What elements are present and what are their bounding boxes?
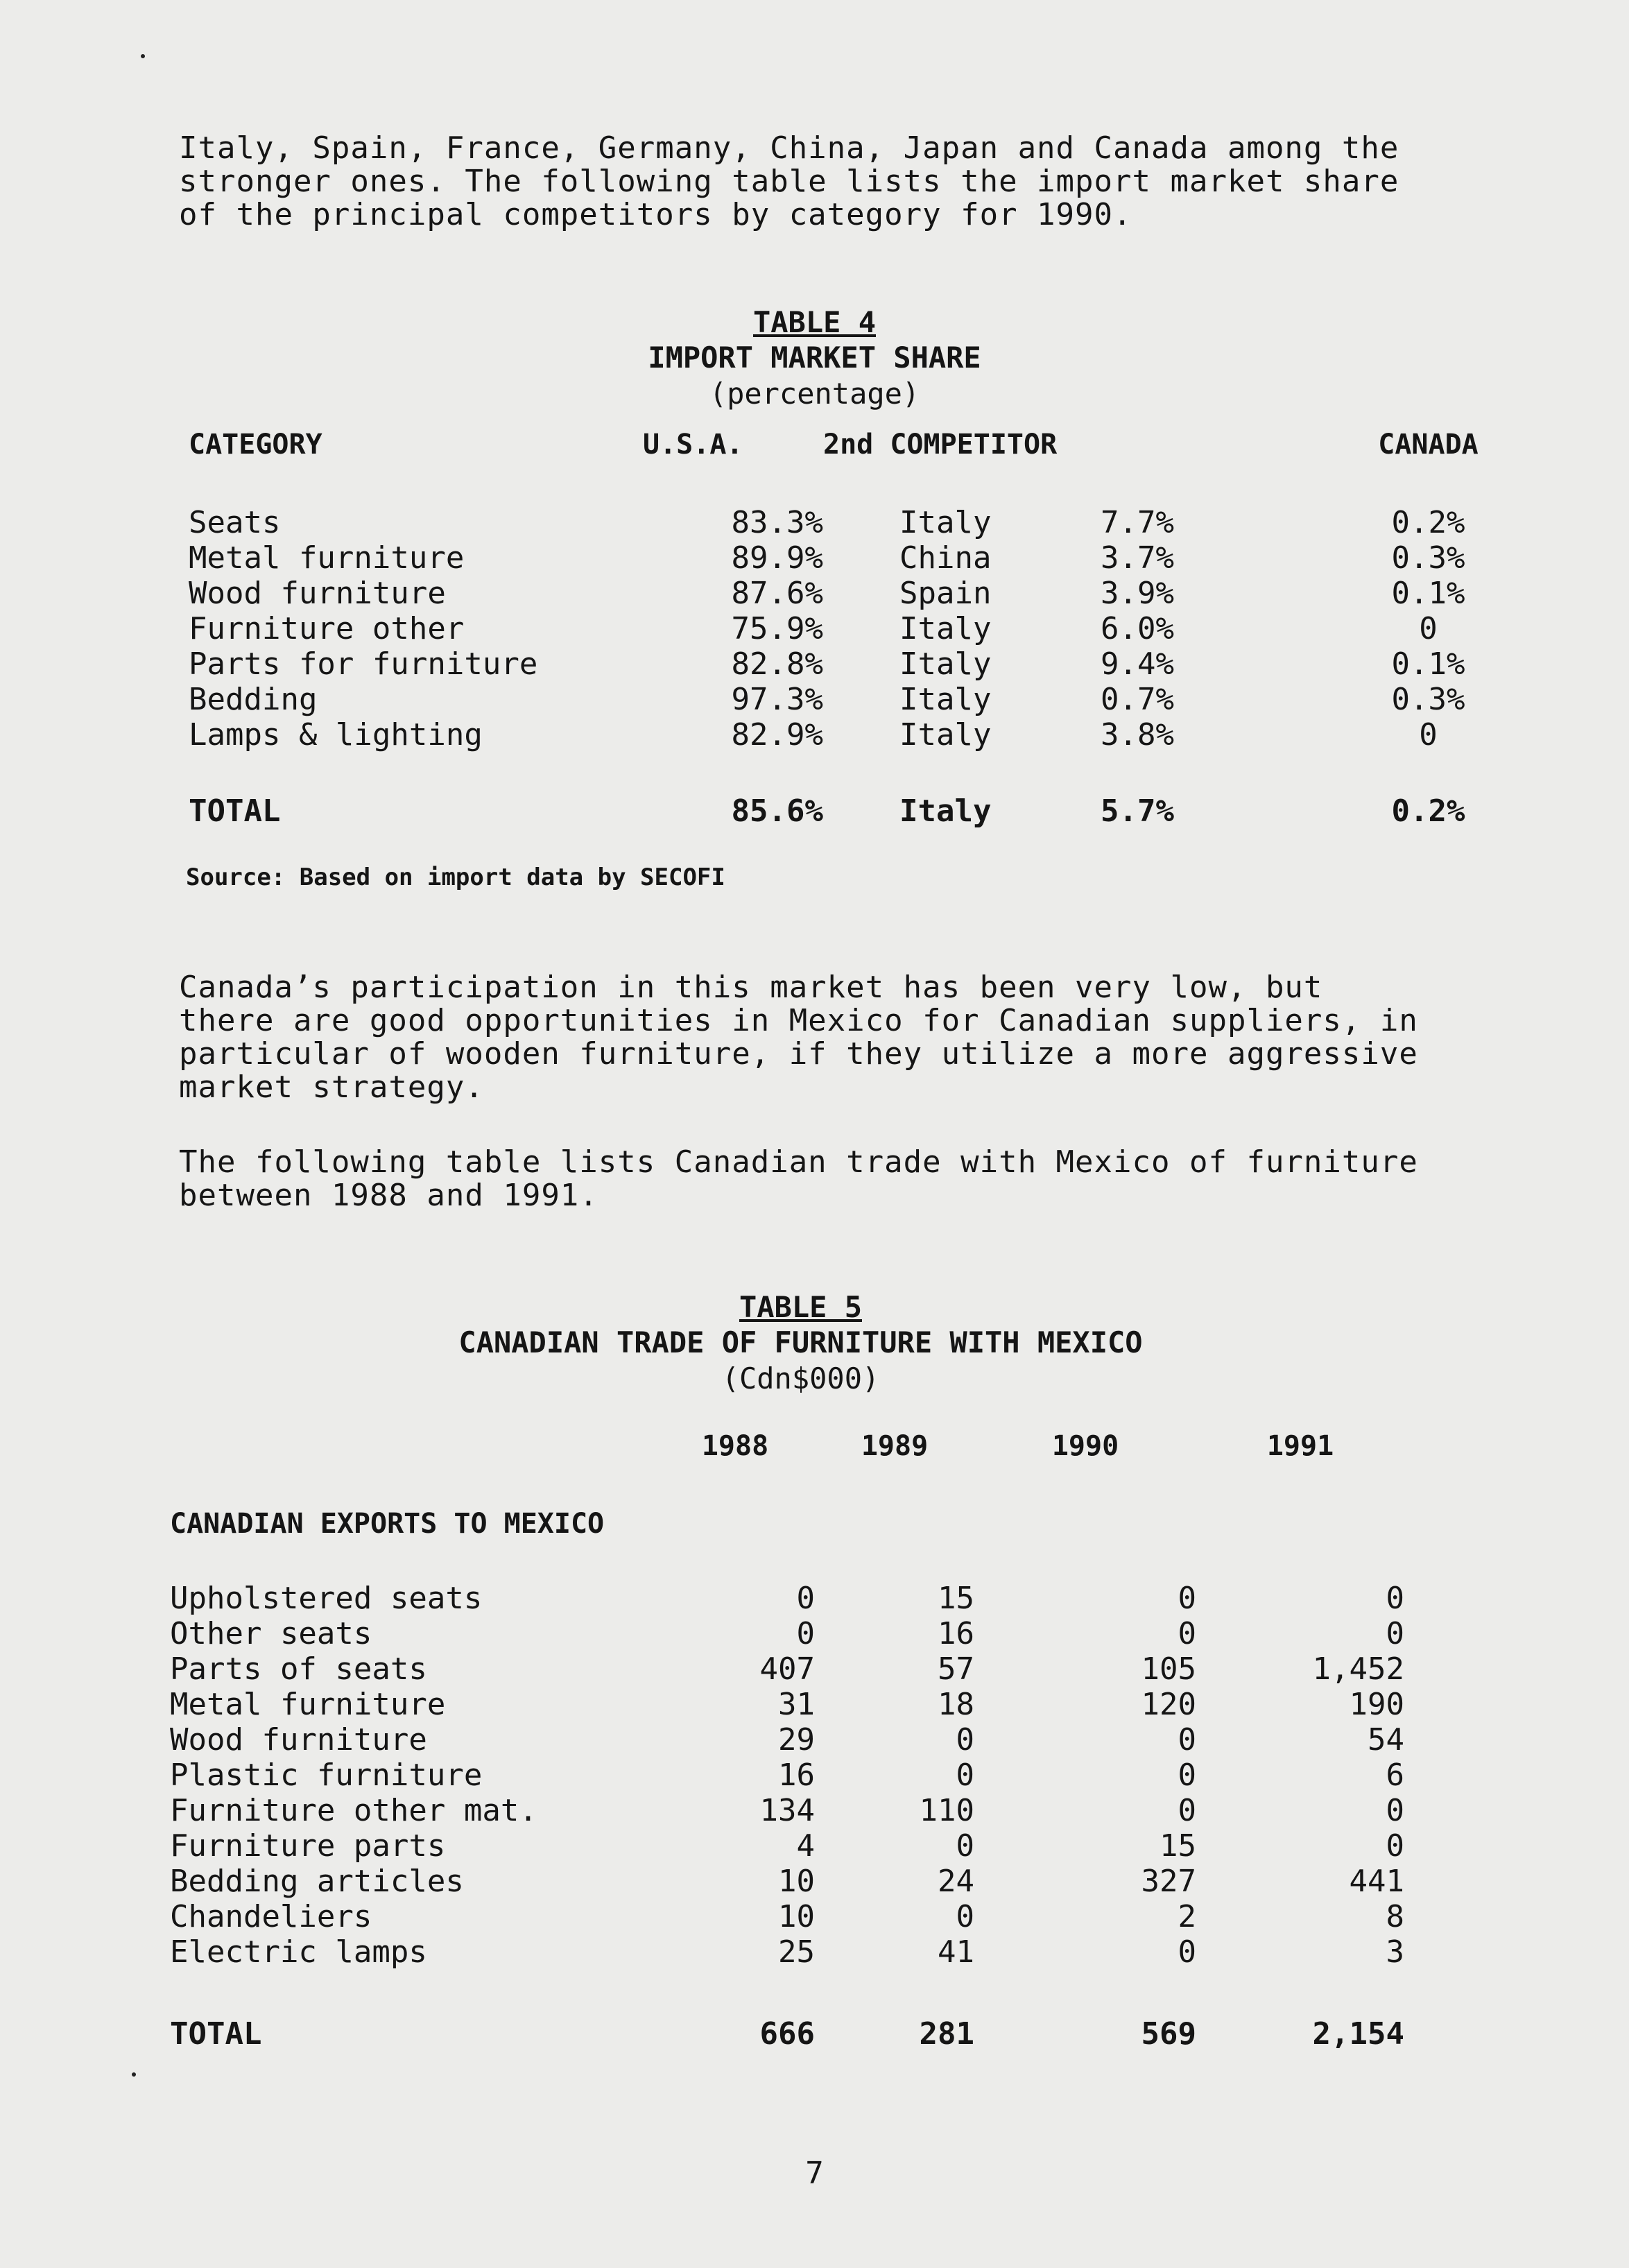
table-row [170, 1934, 1501, 1970]
table-row [189, 611, 1548, 646]
table5-unit: (Cdn$000) [721, 1361, 880, 1395]
table5-title: CANADIAN TRADE OF FURNITURE WITH MEXICO [458, 1325, 1143, 1359]
table-row [189, 646, 1548, 682]
value-cell: 0 [1386, 1793, 1404, 1828]
table-row [189, 682, 1548, 717]
column-header-year: 1989 [861, 1430, 929, 1462]
value-cell: 0 [956, 1899, 974, 1934]
canada-participation-paragraph [179, 971, 1601, 1104]
value-cell: 134 [759, 1793, 815, 1828]
value-cell: 18 [938, 1687, 974, 1722]
table-row [189, 540, 1548, 576]
item-cell: Wood furniture [170, 1722, 427, 1758]
value-cell: 120 [1141, 1687, 1196, 1722]
table4-source-note: Source: Based on import data by SECOFI [186, 864, 725, 891]
column-header-competitor: 2nd COMPETITOR [823, 429, 1058, 461]
value-cell: 6 [1386, 1758, 1404, 1793]
value-cell: 25 [778, 1934, 815, 1970]
value-cell: 0 [1178, 1581, 1196, 1616]
canada-share-cell: 0.3% [1391, 682, 1465, 717]
item-cell: Parts of seats [170, 1651, 427, 1687]
table-row [170, 1540, 1501, 1616]
scan-speck [141, 54, 145, 58]
competitor-cell: Italy [899, 646, 992, 682]
total-value-cell: 2,154 [1312, 2016, 1404, 2052]
value-cell: 15 [938, 1581, 974, 1616]
value-cell: 15 [1160, 1828, 1196, 1864]
column-header-year: 1990 [1051, 1430, 1119, 1462]
value-cell: 16 [778, 1758, 815, 1793]
value-cell: 54 [1368, 1722, 1404, 1758]
table-header-row [189, 429, 1548, 505]
category-cell: Metal furniture [189, 540, 465, 576]
value-cell: 0 [1178, 1934, 1196, 1970]
category-cell: Parts for furniture [189, 646, 538, 682]
column-header-category: CATEGORY [189, 429, 322, 461]
item-cell: Electric lamps [170, 1934, 427, 1970]
value-cell: 0 [956, 1722, 974, 1758]
canada-share-cell: 0 [1419, 717, 1438, 753]
total-label: TOTAL [170, 2016, 262, 2052]
value-cell: 16 [938, 1616, 974, 1651]
table-header-row [170, 1429, 1501, 1463]
table-row [189, 717, 1548, 753]
value-cell: 0 [1178, 1793, 1196, 1828]
value-cell: 407 [759, 1651, 815, 1687]
table-row [170, 1793, 1501, 1828]
competitor-share-cell: 3.9% [1101, 576, 1174, 611]
table-row [189, 505, 1548, 540]
value-cell: 29 [778, 1722, 815, 1758]
competitor-share-cell: 6.0% [1101, 611, 1174, 646]
usa-share-cell: 82.9% [731, 717, 823, 753]
competitor-cell: Italy [899, 505, 992, 540]
total-value-cell: 569 [1141, 2016, 1196, 2052]
value-cell: 0 [956, 1758, 974, 1793]
item-cell: Chandeliers [170, 1899, 372, 1934]
competitor-cell: Italy [899, 682, 992, 717]
table4-label: TABLE 4 [752, 305, 876, 339]
text-line: there are good opportunities in Mexico for Canadian suppliers, in [179, 1003, 1418, 1038]
category-cell: Lamps & lighting [189, 717, 483, 753]
table-row [189, 576, 1548, 611]
table-total-row [189, 753, 1548, 829]
trade-intro-paragraph [179, 1146, 1601, 1212]
value-cell: 3 [1386, 1934, 1404, 1970]
item-cell: Bedding articles [170, 1864, 464, 1899]
total-usa-cell: 85.6% [731, 793, 823, 829]
usa-share-cell: 75.9% [731, 611, 823, 646]
value-cell: 0 [956, 1828, 974, 1864]
table5-label: TABLE 5 [739, 1290, 862, 1324]
column-header-item [170, 1429, 655, 1463]
value-cell: 327 [1141, 1864, 1196, 1899]
column-header-year: 1991 [1266, 1430, 1334, 1462]
column-header-year: 1988 [701, 1430, 769, 1462]
table-row [170, 1828, 1501, 1864]
total-value-cell: 281 [919, 2016, 974, 2052]
total-competitor-share-cell: 5.7% [1101, 793, 1174, 829]
canada-share-cell: 0.3% [1391, 540, 1465, 576]
canada-share-cell: 0.1% [1391, 646, 1465, 682]
table-row [170, 1722, 1501, 1758]
category-cell: Bedding [189, 682, 318, 717]
table-total-row [170, 1970, 1501, 2052]
value-cell: 0 [796, 1616, 815, 1651]
competitor-share-cell: 9.4% [1101, 646, 1174, 682]
value-cell: 105 [1141, 1651, 1196, 1687]
item-cell: Upholstered seats [170, 1581, 483, 1616]
text-line: Canada’s participation in this market has been very low, but [179, 970, 1323, 1005]
text-line: The following table lists Canadian trade with Mexico of furniture [179, 1144, 1418, 1180]
item-cell: Other seats [170, 1616, 372, 1651]
table-row [170, 1616, 1501, 1651]
text-line: Italy, Spain, France, Germany, China, Japan and Canada among the [179, 130, 1399, 166]
value-cell: 0 [1178, 1616, 1196, 1651]
section-header-row [170, 1463, 1501, 1540]
intro-paragraph [179, 132, 1601, 232]
table-row [170, 1864, 1501, 1899]
usa-share-cell: 82.8% [731, 646, 823, 682]
competitor-share-cell: 3.8% [1101, 717, 1174, 753]
value-cell: 57 [938, 1651, 974, 1687]
value-cell: 10 [778, 1899, 815, 1934]
competitor-cell: Italy [899, 717, 992, 753]
value-cell: 1,452 [1312, 1651, 1404, 1687]
value-cell: 24 [938, 1864, 974, 1899]
total-value-cell: 666 [759, 2016, 815, 2052]
item-cell: Plastic furniture [170, 1758, 483, 1793]
scan-speck [132, 2072, 136, 2077]
competitor-cell: Spain [899, 576, 992, 611]
usa-share-cell: 83.3% [731, 505, 823, 540]
table-row [170, 1687, 1501, 1722]
value-cell: 0 [1386, 1828, 1404, 1864]
value-cell: 41 [938, 1934, 974, 1970]
category-cell: Wood furniture [189, 576, 446, 611]
column-header-canada: CANADA [1378, 429, 1479, 461]
item-cell: Furniture parts [170, 1828, 446, 1864]
canada-share-cell: 0 [1419, 611, 1438, 646]
category-cell: Seats [189, 505, 281, 540]
value-cell: 190 [1349, 1687, 1404, 1722]
value-cell: 0 [1386, 1616, 1404, 1651]
total-competitor-cell: Italy [899, 793, 992, 829]
column-header-usa: U.S.A. [643, 429, 743, 461]
value-cell: 441 [1349, 1864, 1404, 1899]
value-cell: 8 [1386, 1899, 1404, 1934]
table-row [170, 1651, 1501, 1687]
canada-share-cell: 0.1% [1391, 576, 1465, 611]
canada-share-cell: 0.2% [1391, 505, 1465, 540]
value-cell: 31 [778, 1687, 815, 1722]
usa-share-cell: 87.6% [731, 576, 823, 611]
section-heading: CANADIAN EXPORTS TO MEXICO [170, 1508, 605, 1540]
value-cell: 10 [778, 1864, 815, 1899]
value-cell: 0 [1178, 1722, 1196, 1758]
competitor-cell: Italy [899, 611, 992, 646]
value-cell: 0 [1178, 1758, 1196, 1793]
competitor-share-cell: 0.7% [1101, 682, 1174, 717]
text-line: particular of wooden furniture, if they utilize a more aggressive [179, 1036, 1418, 1072]
table4-title: IMPORT MARKET SHARE [648, 341, 981, 375]
value-cell: 4 [796, 1828, 815, 1864]
item-cell: Furniture other mat. [170, 1793, 537, 1828]
value-cell: 0 [796, 1581, 815, 1616]
total-canada-cell: 0.2% [1391, 793, 1465, 829]
page-number: 7 [805, 2156, 824, 2191]
import-market-share-table [189, 429, 1548, 829]
competitor-share-cell: 7.7% [1101, 505, 1174, 540]
text-line: between 1988 and 1991. [179, 1178, 598, 1213]
table-row [170, 1758, 1501, 1793]
competitor-share-cell: 3.7% [1101, 540, 1174, 576]
table4-heading [0, 305, 1629, 412]
total-label: TOTAL [189, 793, 281, 829]
text-line: stronger ones. The following table lists the import market share [179, 164, 1399, 199]
text-line: of the principal competitors by category for 1990. [179, 197, 1132, 232]
table4-unit: (percentage) [709, 377, 920, 411]
usa-share-cell: 89.9% [731, 540, 823, 576]
category-cell: Furniture other [189, 611, 465, 646]
value-cell: 0 [1386, 1581, 1404, 1616]
value-cell: 2 [1178, 1899, 1196, 1934]
table5-heading [0, 1290, 1615, 1397]
canadian-trade-table [170, 1429, 1501, 2052]
value-cell: 110 [919, 1793, 974, 1828]
text-line: market strategy. [179, 1069, 484, 1105]
table-row [170, 1899, 1501, 1934]
item-cell: Metal furniture [170, 1687, 446, 1722]
usa-share-cell: 97.3% [731, 682, 823, 717]
competitor-cell: China [899, 540, 992, 576]
